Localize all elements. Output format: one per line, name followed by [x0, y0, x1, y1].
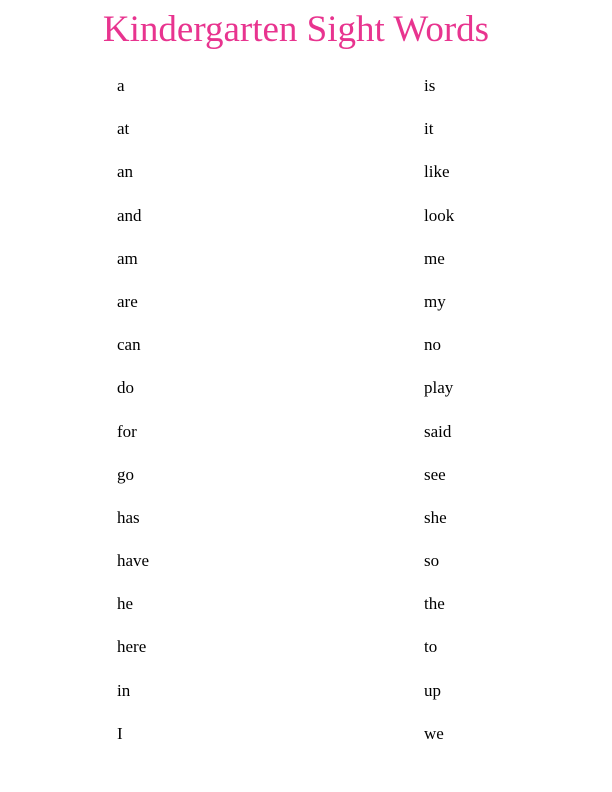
sight-word: my — [424, 291, 446, 311]
sight-word: he — [117, 594, 134, 614]
sight-word: no — [424, 335, 441, 355]
sight-word: so — [424, 551, 440, 571]
sight-word: an — [117, 162, 134, 182]
sight-word: has — [117, 507, 140, 527]
sight-word: are — [117, 291, 138, 311]
sight-word: we — [424, 723, 444, 743]
sight-word: she — [424, 507, 447, 527]
sight-word: have — [117, 551, 150, 571]
sight-word: I — [117, 723, 123, 743]
sight-word: go — [117, 464, 134, 484]
sight-word: the — [424, 594, 445, 614]
sight-word: me — [424, 248, 445, 268]
sight-word: can — [117, 335, 141, 355]
sight-word: for — [117, 421, 137, 441]
sight-word: and — [117, 205, 142, 225]
page-title: Kindergarten Sight Words — [102, 9, 490, 50]
sight-word: up — [424, 680, 441, 700]
sight-word: a — [117, 76, 125, 95]
sight-word: look — [424, 205, 455, 225]
sight-word: am — [117, 248, 138, 268]
sight-word: here — [117, 637, 147, 657]
sight-word: at — [117, 119, 130, 139]
sight-word: play — [424, 378, 454, 398]
word-column-right — [424, 76, 454, 767]
sight-word: like — [424, 162, 450, 182]
sight-word: do — [117, 378, 134, 398]
sight-word: to — [424, 637, 438, 657]
sight-word: it — [424, 119, 434, 139]
sight-word: see — [424, 464, 446, 484]
word-column-left — [117, 76, 149, 767]
sight-word: said — [424, 421, 452, 441]
sight-word: in — [117, 680, 131, 700]
sight-word: is — [424, 76, 436, 95]
